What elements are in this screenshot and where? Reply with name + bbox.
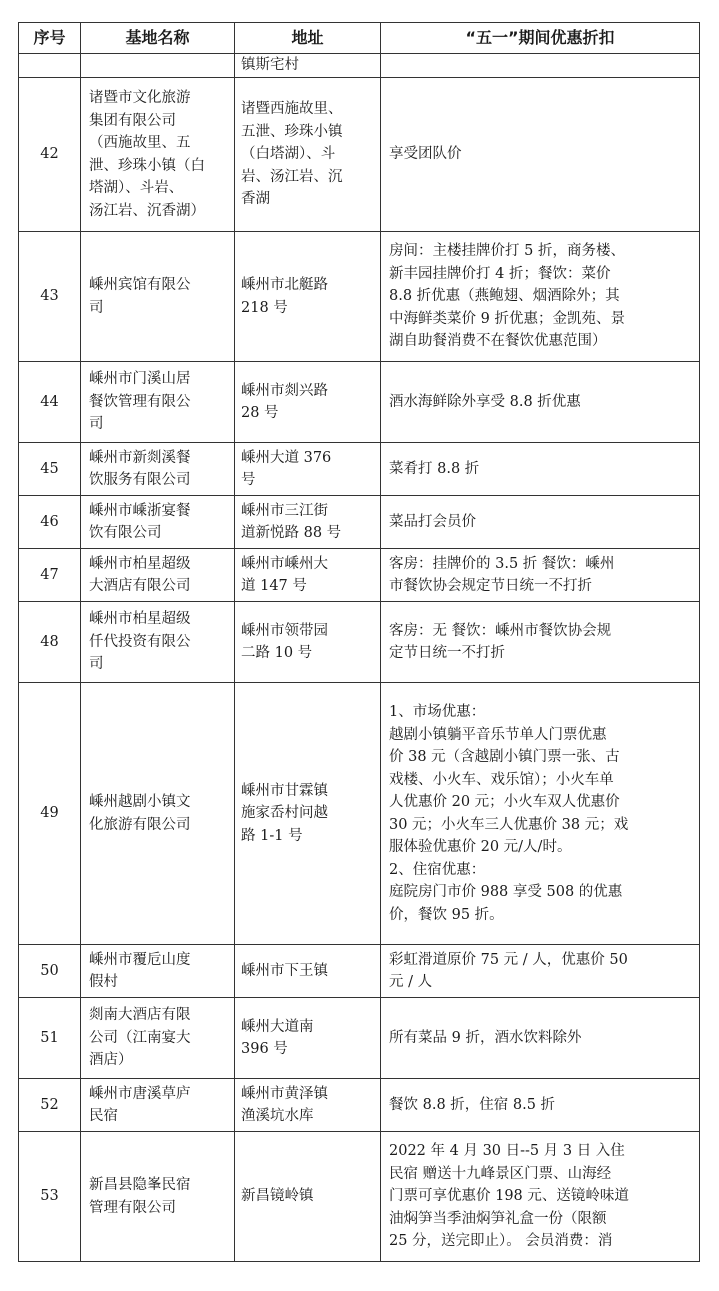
serial-number-cell: 49 [19, 683, 81, 945]
cell-text-line: 市餐饮协会规定节日统一不打折 [389, 578, 592, 594]
cell-text-line: 25 分，送完即止）。 会员消费：消 [389, 1233, 613, 1250]
cell-text-line: 饮服务有限公司 [89, 472, 191, 488]
cell-text-line: 1、市场优惠： [389, 704, 486, 720]
base-name-cell [81, 549, 235, 602]
cell-text-line: 嵊州市剡兴路 [241, 382, 328, 399]
table-row [19, 1079, 700, 1132]
cell-text-line: 施家岙村问越 [241, 805, 328, 822]
cell-text-line: 嵊州市领带园 [241, 622, 328, 639]
cell-text-line: 仟代投资有限公 [89, 633, 191, 650]
cell-text-line: 嵊州市新剡溪餐 [89, 449, 191, 466]
cell-text-line: 房间：主楼挂牌价打 5 折，商务楼、 [389, 243, 625, 260]
table-row [19, 1132, 700, 1262]
cell-text-line: 8.8 折优惠（燕鲍翅、烟酒除外；其 [389, 288, 620, 305]
table-row [19, 602, 700, 683]
base-name-cell [81, 232, 235, 362]
base-name-cell [81, 998, 235, 1079]
header-base-name: 基地名称 [81, 23, 235, 54]
serial-number-cell: 42 [19, 78, 81, 232]
header-row [19, 23, 700, 54]
address-cell [235, 496, 381, 549]
table-row [19, 443, 700, 496]
base-name-cell [81, 496, 235, 549]
address-cell [235, 54, 381, 78]
cell-text-line: 所有菜品 9 折，酒水饮料除外 [389, 1029, 582, 1046]
cell-text-line: 民宿 赠送十九峰景区门票、山海经 [389, 1165, 612, 1182]
cell-text-line: 假村 [89, 974, 118, 990]
cell-text-line: 28 号 [241, 405, 279, 421]
serial-number-cell: 48 [19, 602, 81, 683]
cell-text-line: 新丰园挂牌价打 4 折；餐饮：菜价 [389, 265, 611, 282]
cell-text-line: 2022 年 4 月 30 日--5 月 3 日 入住 [389, 1143, 625, 1160]
address-cell [235, 362, 381, 443]
cell-text-line: 戏楼、小火车、戏乐馆）；小火车单 [389, 771, 614, 788]
cell-text-line: 嵊州市甘霖镇 [241, 782, 328, 799]
discount-cell [381, 232, 700, 362]
serial-number-cell: 46 [19, 496, 81, 549]
cell-text-line: 湖自助餐消费不在餐饮优惠范围） [389, 333, 607, 350]
cell-text-line: 元 / 人 [389, 974, 433, 990]
base-name-cell [81, 1132, 235, 1262]
table-row [19, 998, 700, 1079]
address-cell [235, 998, 381, 1079]
cell-text-line: 二路 10 号 [241, 645, 313, 661]
table-row [19, 945, 700, 998]
discount-cell [381, 602, 700, 683]
cell-text-line: 新昌镜岭镇 [241, 1188, 314, 1205]
cell-text-line: 396 号 [241, 1041, 288, 1057]
discount-cell [381, 78, 700, 232]
table-row [19, 54, 700, 78]
cell-text-line: 嵊州市下王镇 [241, 962, 328, 979]
serial-number-cell [19, 54, 81, 78]
cell-text-line: 塔湖）、斗岩、 [89, 180, 184, 196]
cell-text-line: 嵊州大道 376 [241, 449, 332, 466]
cell-text-line: 化旅游有限公司 [89, 816, 191, 833]
base-name-cell [81, 602, 235, 683]
cell-text-line: 酒店） [89, 1052, 133, 1069]
table-row [19, 549, 700, 602]
base-name-cell [81, 54, 235, 78]
serial-number-cell: 44 [19, 362, 81, 443]
address-cell [235, 443, 381, 496]
table-row [19, 78, 700, 232]
header-address: 地址 [235, 23, 381, 54]
discount-cell [381, 998, 700, 1079]
serial-number-cell: 43 [19, 232, 81, 362]
cell-text-line: 嵊州越剧小镇文 [89, 794, 191, 810]
cell-text-line: 越剧小镇躺平音乐节单人门票优惠 [389, 726, 607, 743]
cell-text-line: 嵊州宾馆有限公 [89, 277, 191, 293]
cell-text-line: （西施故里、五 [89, 135, 191, 151]
cell-text-line: 餐饮管理有限公 [89, 393, 191, 410]
cell-text-line: 诸暨市文化旅游 [89, 90, 191, 106]
cell-text-line: 嵊州市唐溪草庐 [89, 1085, 191, 1102]
discount-cell [381, 362, 700, 443]
cell-text-line: 号 [241, 472, 256, 488]
serial-number-cell: 53 [19, 1132, 81, 1262]
cell-text-line: 路 1-1 号 [241, 827, 303, 844]
cell-text-line: 泄、珍珠小镇（白 [89, 157, 205, 174]
cell-text-line: 管理有限公司 [89, 1199, 176, 1216]
base-name-cell [81, 362, 235, 443]
cell-text-line: 人优惠价 20 元；小火车双人优惠价 [389, 794, 620, 810]
cell-text-line: 汤江岩、沉香湖） [89, 202, 205, 219]
base-name-cell [81, 443, 235, 496]
discount-table [18, 22, 700, 1262]
cell-text-line: 嵊州市嵊浙宴餐 [89, 502, 191, 519]
cell-text-line: 渔溪坑水库 [241, 1108, 314, 1124]
address-cell [235, 1079, 381, 1132]
table-row [19, 362, 700, 443]
cell-text-line: 道新悦路 88 号 [241, 525, 342, 541]
discount-cell [381, 683, 700, 945]
discount-cell [381, 1132, 700, 1262]
table-row [19, 232, 700, 362]
cell-text-line: 道 147 号 [241, 578, 307, 594]
discount-cell [381, 549, 700, 602]
cell-text-line: 嵊州市嵊州大 [241, 555, 328, 572]
discount-cell [381, 443, 700, 496]
base-name-cell [81, 945, 235, 998]
cell-text-line: 嵊州市三江街 [241, 502, 328, 519]
cell-text-line: 嵊州市北艇路 [241, 277, 328, 293]
cell-text-line: 剡南大酒店有限 [89, 1007, 191, 1024]
cell-text-line: 油焖笋当季油焖笋礼盒一份（限额 [389, 1210, 607, 1227]
serial-number-cell: 52 [19, 1079, 81, 1132]
cell-text-line: 价，餐饮 95 折。 [389, 906, 504, 923]
address-cell [235, 549, 381, 602]
cell-text-line: 新昌县隐峯民宿 [89, 1177, 191, 1193]
serial-number-cell: 51 [19, 998, 81, 1079]
cell-text-line: 定节日统一不打折 [389, 645, 505, 661]
cell-text-line: 诸暨西施故里、 [241, 101, 343, 118]
cell-text-line: 大酒店有限公司 [89, 578, 191, 594]
discount-cell [381, 496, 700, 549]
serial-number-cell: 45 [19, 443, 81, 496]
address-cell [235, 683, 381, 945]
address-cell [235, 232, 381, 362]
cell-text-line: （白塔湖）、斗 [241, 146, 336, 163]
cell-text-line: 嵊州市柏星超级 [89, 611, 191, 628]
cell-text-line: 中海鲜类菜价 9 折优惠；金凯苑、景 [389, 310, 625, 327]
cell-text-line: 五泄、珍珠小镇 [241, 123, 343, 140]
table-row [19, 683, 700, 945]
cell-text-line: 30 元；小火车三人优惠价 38 元；戏 [389, 816, 629, 833]
cell-text-line: 酒水海鲜除外享受 8.8 折优惠 [389, 393, 581, 410]
base-name-cell [81, 78, 235, 232]
address-cell [235, 602, 381, 683]
cell-text-line: 价 38 元（含越剧小镇门票一张、古 [389, 749, 620, 765]
cell-text-line: 218 号 [241, 299, 288, 316]
cell-text-line: 集团有限公司 [89, 112, 176, 129]
cell-text-line: 餐饮 8.8 折，住宿 8.5 折 [389, 1096, 556, 1113]
address-cell [235, 78, 381, 232]
discount-cell [381, 1079, 700, 1132]
address-cell [235, 945, 381, 998]
cell-text-line: 岩、汤江岩、沉 [241, 168, 343, 185]
table-body [19, 54, 700, 1262]
cell-text-line: 嵊州大道南 [241, 1018, 314, 1035]
cell-text-line: 嵊州市黄泽镇 [241, 1085, 328, 1102]
base-name-cell [81, 1079, 235, 1132]
cell-text-line: 嵊州市柏星超级 [89, 555, 191, 572]
table-row [19, 496, 700, 549]
cell-text-line: 镇斯宅村 [241, 57, 299, 74]
cell-text-line: 服体验优惠价 20 元/人/时。 [389, 839, 572, 855]
address-cell [235, 1132, 381, 1262]
cell-text-line: 嵊州市门溪山居 [89, 371, 191, 388]
cell-text-line: 饮有限公司 [89, 525, 162, 541]
discount-cell [381, 54, 700, 78]
serial-number-cell: 47 [19, 549, 81, 602]
cell-text-line: 菜品打会员价 [389, 513, 476, 530]
cell-text-line: 司 [89, 656, 104, 673]
cell-text-line: 享受团队价 [389, 146, 462, 163]
cell-text-line: 民宿 [89, 1108, 118, 1124]
cell-text-line: 彩虹滑道原价 75 元 / 人，优惠价 50 [389, 951, 628, 968]
cell-text-line: 门票可享优惠价 198 元、送镜岭味道 [389, 1188, 629, 1205]
cell-text-line: 司 [89, 299, 104, 316]
base-name-cell [81, 683, 235, 945]
discount-cell [381, 945, 700, 998]
cell-text-line: 客房：挂牌价的 3.5 折 餐饮：嵊州 [389, 555, 615, 572]
cell-text-line: 2、住宿优惠： [389, 861, 486, 878]
cell-text-line: 公司（江南宴大 [89, 1029, 191, 1046]
cell-text-line: 客房：无 餐饮：嵊州市餐饮协会规 [389, 622, 612, 639]
cell-text-line: 司 [89, 416, 104, 433]
cell-text-line: 嵊州市覆卮山度 [89, 951, 191, 968]
cell-text-line: 庭院房门市价 988 享受 508 的优惠 [389, 884, 623, 900]
header-discount: “五一”期间优惠折扣 [381, 23, 700, 54]
header-serial-number: 序号 [19, 23, 81, 54]
cell-text-line: 香湖 [241, 191, 270, 208]
cell-text-line: 菜肴打 8.8 折 [389, 460, 480, 477]
serial-number-cell: 50 [19, 945, 81, 998]
